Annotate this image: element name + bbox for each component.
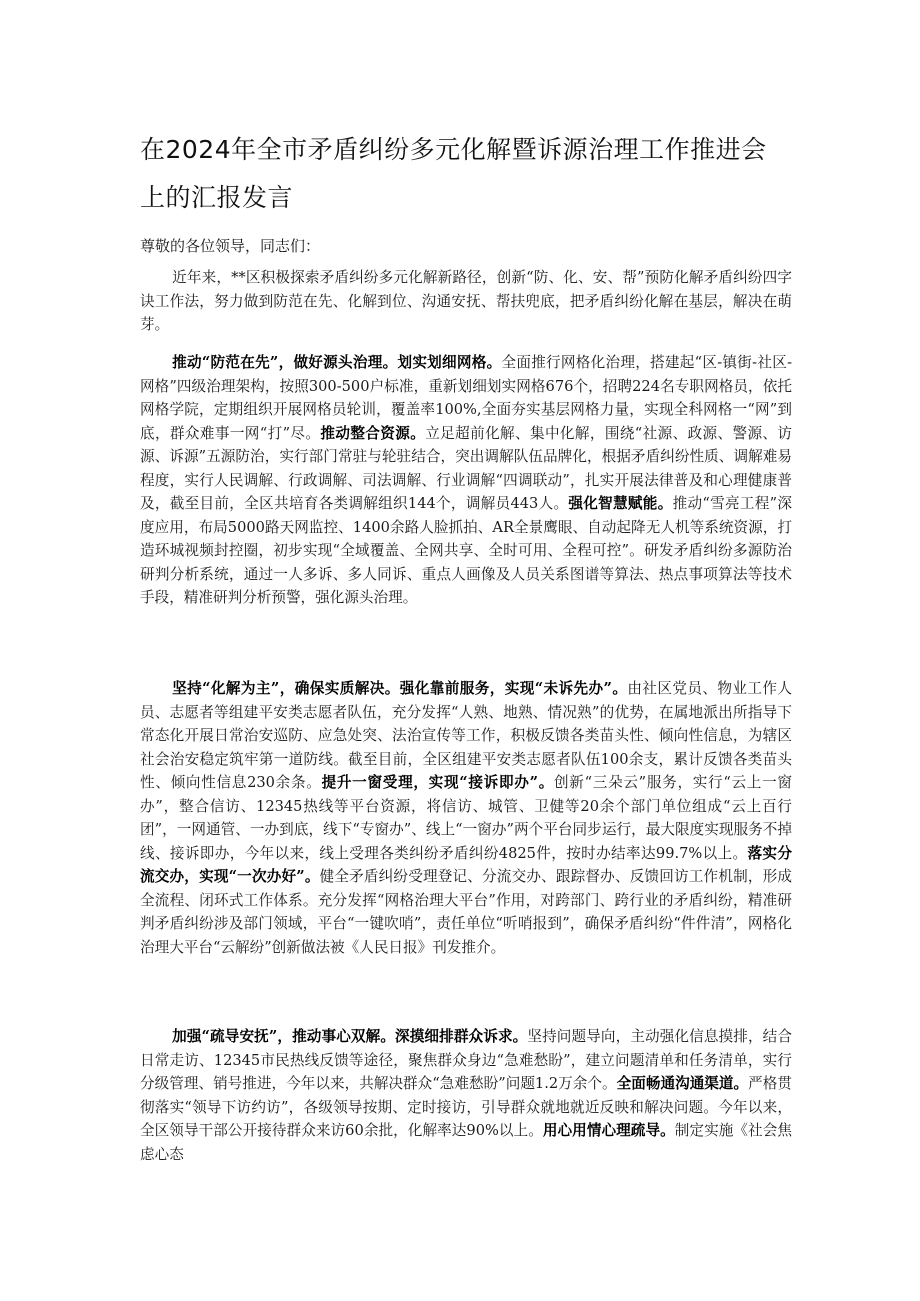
paragraph-text: 健全矛盾纠纷受理登记、分流交办、跟踪督办、反馈回访工作机制，形成全流程、闭环式工作体系。充分发挥“网格治理大平台”作用，对跨部门、跨行业的矛盾纠纷，精准研判矛盾纠纷涉及部门领域，平台“一键吹哨”，责任单位“听哨报到”，确保矛盾纠纷“件件清”，网格化治理大平台“云解纷”创新做法被《人民日报》刊发推介。	[140, 868, 792, 956]
paragraph-text: 由社区党员、物业工作人员、志愿者等组建平安类志愿者队伍，充分发挥“人熟、地熟、情况熟”的优势，在属地派出所指导下常态化开展日常治安巡防、应急处突、法治宣传等工作，积极反馈各类苗头性、倾向性信息，为辖区社会治安稳定筑牢第一道防线。截至目前，全区组建平安类志愿者队伍100余支，累计反馈各类苗头性、倾向性信息230余条。	[140, 680, 792, 791]
section-subheading: 提升一窗受理，实现“接诉即办”。	[321, 774, 554, 791]
paragraph-resolution	[140, 677, 792, 959]
paragraph-text: 推动“雪亮工程”深度应用，布局5000路天网监控、1400余路人脸抓拍、AR全景鹰眼、自动起降无人机等系统资源，打造环城视频封控圈，初步实现“全域覆盖、全网共享、全时可用、全程可控”。研发矛盾纠纷多源防治研判分析系统，通过一人多诉、多人同诉、重点人画像及人员关系图谱等算法、热点事项算法等技术手段，精准研判分析预警，强化源头治理。	[140, 495, 792, 606]
paragraph-prevention	[140, 351, 792, 610]
paragraph-intro	[140, 266, 792, 337]
section-subheading: 落实分流交办，实现“一次办好”。	[140, 844, 792, 885]
section-subheading: 用心用情心理疏导。	[542, 1122, 675, 1139]
section-subheading: 推动整合资源。	[320, 424, 426, 442]
paragraph-text: 立足超前化解、集中化解，围绕“社源、政源、警源、访源、诉源”五源防治，实行部门常驻与轮驻结合，突出调解队伍品牌化，根据矛盾纠纷性质、调解难易程度，实行人民调解、行政调解、司法调解、行业调解“四调联动”，扎实开展法律普及和心理健康普及，截至目前，全区共培育各类调解组织144个，调解员443人。	[140, 424, 792, 512]
section-subheading: 全面畅通沟通渠道。	[616, 1075, 749, 1092]
section-subheading: 强化智慧赋能。	[568, 495, 673, 512]
section-heading: 推动“防范在先”，做好源头治理。划实划细网格。	[172, 354, 502, 371]
section-heading: 坚持“化解为主”，确保实质解决。强化靠前服务，实现“未诉先办”。	[172, 680, 628, 697]
paragraph-counseling	[140, 1025, 792, 1166]
paragraph-text: 严格贯彻落实“领导下访约访”，各级领导按期、定时接访，引导群众就地就近反映和解决问题。今年以来，全区领导干部公开接待群众来访60余批，化解率达90%以上。	[140, 1075, 792, 1139]
paragraph-text: 近年来，**区积极探索矛盾纠纷多元化解新路径，创新“防、化、安、帮”预防化解矛盾纠纷四字诀工作法，努力做到防范在先、化解到位、沟通安抚、帮扶兜底，把矛盾纠纷化解在基层，解决在萌芽。	[140, 269, 792, 333]
paragraph-text: 制定实施《社会焦虑心态	[140, 1122, 792, 1163]
paragraph-text: 创新“三朵云”服务，实行“云上一窗办”，整合信访、12345热线等平台资源，将信访、城管、卫健等20余个部门单位组成“云上百行团”，一网通管、一办到底，线下“专窗办”、线上“一窗办”两个平台同步运行，最大限度实现服务不掉线、接诉即办，今年以来，线上受理各类纠纷矛盾纠纷4825件，按时办结率达99.7%以上。	[140, 774, 793, 862]
section-heading-lead: 加强	[172, 1028, 202, 1045]
section-heading: “疏导安抚”，推动事心双解。深摸细排群众诉求。	[201, 1028, 528, 1045]
paragraph-text: 坚持问题导向，主动强化信息摸排，结合日常走访、12345市民热线反馈等途径，聚焦群众身边“急难愁盼”，建立问题清单和任务清单，实行分级管理、销号推进，今年以来，共解决群众“急难愁盼”问题1.2万余个。	[140, 1028, 792, 1092]
greeting: 尊敬的各位领导，同志们：	[140, 237, 321, 255]
document-title: 在2024年全市矛盾纠纷多元化解暨诉源治理工作推进会上的汇报发言	[140, 135, 767, 212]
paragraph-text: 全面推行网格化治理，搭建起“区-镇街-社区-网格”四级治理架构，按照300-500户标准，重新划细划实网格676个，招聘224名专职网格员，依托网格学院，定期组织开展网格员轮训，覆盖率100%,全面夯实基层网格力量，实现全科网格一“网”到底，群众难事一网“打”尽。	[140, 354, 792, 442]
